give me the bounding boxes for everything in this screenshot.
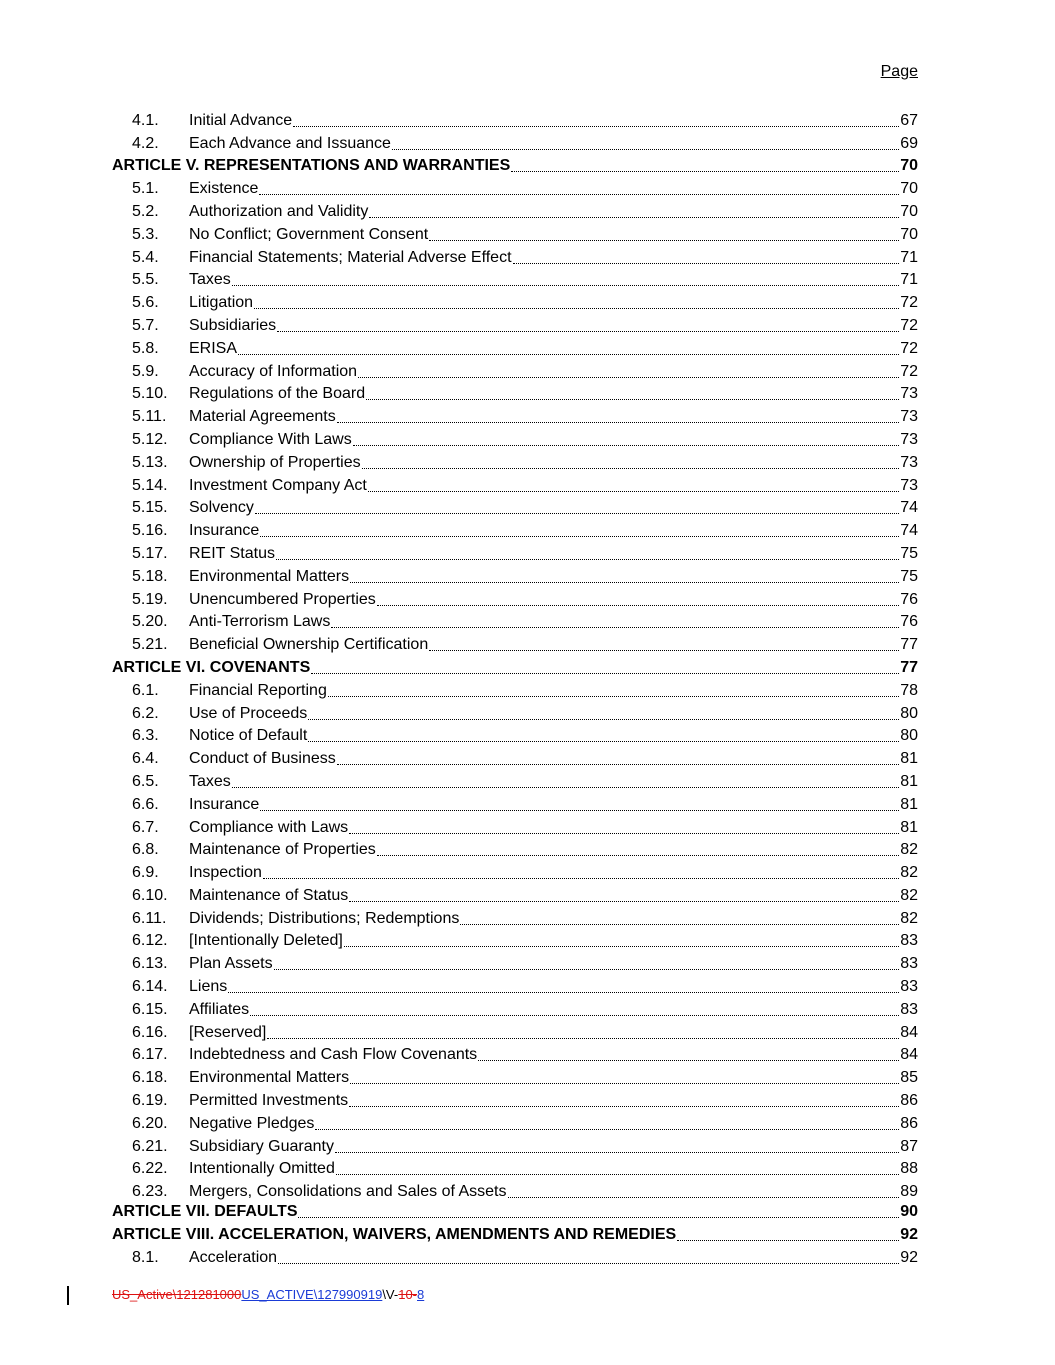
toc-section-entry[interactable] [112,837,918,860]
toc-section-entry[interactable] [112,814,918,837]
dot-leader [263,878,899,879]
toc-page-number: 74 [900,522,918,540]
toc-page-number: 82 [900,886,918,904]
toc-section-entry[interactable] [112,1178,918,1201]
toc-section-number: 4.2. [132,134,159,152]
dot-leader [298,1217,899,1218]
toc-section-entry[interactable] [112,928,918,951]
toc-section-entry[interactable] [112,198,918,221]
toc-page-number: 72 [900,316,918,334]
toc-section-title: Maintenance of Status [189,886,349,904]
dot-leader [337,422,899,423]
toc-page-number: 70 [900,202,918,220]
toc-section-number: 6.13. [132,955,168,973]
dot-leader [260,810,899,811]
toc-section-title: Liens [189,978,228,996]
inserted-doc-id: US_ACTIVE\127990919 [241,1287,383,1302]
dot-leader [293,126,899,127]
toc-section-title: Financial Reporting [189,681,327,699]
toc-section-number: 4.1. [132,111,159,129]
toc-section-title: Taxes [189,271,231,289]
toc-section-title: REIT Status [189,544,275,562]
toc-article-title: ARTICLE VIII. ACCELERATION, WAIVERS, AMENDMENTS AND REMEDIES [112,1226,677,1244]
dot-leader [358,377,899,378]
toc-page-number: 80 [900,727,918,745]
toc-section-entry[interactable] [112,517,918,540]
toc-page-number: 73 [900,453,918,471]
version-prefix: \V- [382,1287,399,1302]
dot-leader [228,992,899,993]
toc-section-entry[interactable] [112,267,918,290]
toc-section-number: 5.18. [132,567,168,585]
dot-leader [508,1197,900,1198]
toc-section-number: 5.16. [132,522,168,540]
toc-page-number: 86 [900,1114,918,1132]
toc-page-number: 74 [900,499,918,517]
toc-section-number: 5.8. [132,339,159,357]
toc-page-number: 75 [900,544,918,562]
toc-section-title: Each Advance and Issuance [189,134,391,152]
dot-leader [368,491,899,492]
toc-page-number: 81 [900,772,918,790]
toc-section-title: Authorization and Validity [189,202,369,220]
deleted-doc-id: US_Active\121281000 [112,1287,242,1302]
toc-section-number: 6.9. [132,864,159,882]
dot-leader [276,559,899,560]
toc-section-entry[interactable] [112,221,918,244]
toc-article-title: ARTICLE V. REPRESENTATIONS AND WARRANTIES [112,157,511,175]
toc-page-number: 70 [900,157,918,175]
dot-leader [255,513,899,514]
toc-page-number: 83 [900,955,918,973]
toc-section-number: 6.21. [132,1137,168,1155]
toc-section-title: Beneficial Ownership Certification [189,636,429,654]
toc-section-number: 5.5. [132,271,159,289]
toc-section-title: Environmental Matters [189,567,350,585]
toc-page-number: 83 [900,1000,918,1018]
toc-section-entry[interactable] [112,586,918,609]
toc-section-number: 5.19. [132,590,168,608]
inserted-version: 8 [417,1287,425,1302]
dot-leader [350,1083,899,1084]
toc-page-number: 84 [900,1046,918,1064]
toc-article-entry[interactable] [112,153,918,176]
toc-section-number: 6.19. [132,1092,168,1110]
toc-page-number: 82 [900,864,918,882]
dot-leader [260,536,899,537]
toc-section-title: Investment Company Act [189,476,367,494]
toc-section-title: Maintenance of Properties [189,841,376,859]
dot-leader [277,331,899,332]
toc-section-number: 5.14. [132,476,168,494]
dot-leader [337,764,899,765]
toc-section-title: Dividends; Distributions; Redemptions [189,909,460,927]
toc-page-number: 81 [900,818,918,836]
toc-section-number: 6.17. [132,1046,168,1064]
toc-section-title: Acceleration [189,1248,278,1266]
toc-section-title: Plan Assets [189,955,273,973]
dot-leader [278,1263,899,1264]
toc-section-number: 6.7. [132,818,159,836]
toc-section-number: 5.11. [132,408,167,426]
toc-section-title: Taxes [189,772,231,790]
toc-section-title: Accuracy of Information [189,362,358,380]
toc-section-number: 6.10. [132,886,168,904]
toc-section-entry[interactable] [112,358,918,381]
toc-section-title: Anti-Terrorism Laws [189,613,331,631]
toc-section-entry[interactable] [112,1019,918,1042]
toc-section-entry[interactable] [112,905,918,928]
dot-leader [238,354,899,355]
dot-leader [350,582,899,583]
dot-leader [250,1015,899,1016]
toc-section-entry[interactable] [112,950,918,973]
toc-section-number: 5.9. [132,362,159,380]
dot-leader [308,741,899,742]
dot-leader [349,1106,899,1107]
toc-section-title: No Conflict; Government Consent [189,225,429,243]
toc-section-entry[interactable] [112,996,918,1019]
toc-page-number: 77 [900,658,918,676]
toc-section-number: 6.16. [132,1023,168,1041]
toc-section-entry[interactable] [112,381,918,404]
toc-section-number: 6.8. [132,841,159,859]
toc-section-title: Compliance with Laws [189,818,349,836]
toc-section-title: Use of Proceeds [189,704,308,722]
toc-article-entry[interactable] [112,1221,918,1244]
toc-page-number: 92 [900,1248,918,1266]
toc-page-number: 85 [900,1069,918,1087]
toc-section-number: 5.17. [132,544,168,562]
toc-section-entry[interactable] [112,403,918,426]
toc-section-title: Regulations of the Board [189,385,366,403]
toc-page-number: 67 [900,111,918,129]
toc-section-title: ERISA [189,339,238,357]
toc-section-number: 5.2. [132,202,159,220]
toc-section-entry[interactable] [112,1064,918,1087]
toc-section-number: 6.18. [132,1069,168,1087]
toc-section-title: Insurance [189,795,260,813]
toc-page-number: 81 [900,795,918,813]
dot-leader [267,1038,899,1039]
dot-leader [232,285,899,286]
toc-section-title: [Reserved] [189,1023,267,1041]
dot-leader [254,308,899,309]
dot-leader [335,1152,899,1153]
toc-section-entry[interactable] [112,723,918,746]
toc-section-number: 6.5. [132,772,159,790]
page-column-label: Page [880,63,918,80]
dot-leader [369,217,899,218]
toc-section-entry[interactable] [112,1087,918,1110]
dot-leader [366,399,899,400]
dot-leader [349,901,899,902]
toc-section-entry[interactable] [112,1042,918,1065]
toc-section-title: Solvency [189,499,254,517]
dot-leader [377,855,899,856]
toc-section-number: 5.4. [132,248,159,266]
toc-section-number: 5.3. [132,225,159,243]
toc-section-entry[interactable] [112,175,918,198]
toc-section-title: Financial Statements; Material Adverse Effect [189,248,512,266]
toc-article-entry[interactable] [112,654,918,677]
toc-section-entry[interactable] [112,791,918,814]
toc-section-entry[interactable] [112,130,918,153]
toc-section-number: 5.1. [132,180,159,198]
toc-section-number: 8.1. [132,1248,159,1266]
dot-leader [232,787,899,788]
dot-leader [478,1060,899,1061]
toc-page-number: 73 [900,476,918,494]
toc-section-title: Subsidiaries [189,316,277,334]
toc-section-number: 5.20. [132,613,168,631]
change-bar [67,1286,69,1305]
dot-leader [429,650,899,651]
dot-leader [344,946,899,947]
toc-section-title: Affiliates [189,1000,250,1018]
toc-section-entry[interactable] [112,973,918,996]
toc-page-number: 76 [900,613,918,631]
dot-leader [311,673,899,674]
toc-page-number: 83 [900,932,918,950]
toc-section-title: Notice of Default [189,727,308,745]
toc-section-title: Insurance [189,522,260,540]
toc-page-number: 70 [900,225,918,243]
toc-section-title: Inspection [189,864,262,882]
toc-page-number: 90 [900,1203,918,1221]
toc-section-entry[interactable] [112,449,918,472]
toc-section-number: 6.14. [132,978,168,996]
toc-section-title: Litigation [189,294,254,312]
toc-section-title: Conduct of Business [189,750,336,768]
toc-section-entry[interactable] [112,768,918,791]
toc-section-title: Ownership of Properties [189,453,361,471]
toc-section-title: Unencumbered Properties [189,590,376,608]
toc-section-number: 5.13. [132,453,168,471]
toc-section-title: Mergers, Consolidations and Sales of Assets [189,1183,507,1201]
toc-page-number: 72 [900,294,918,312]
toc-page-number: 80 [900,704,918,722]
toc-page-number: 81 [900,750,918,768]
dot-leader [677,1240,899,1241]
toc-page-number: 73 [900,385,918,403]
dot-leader [259,194,899,195]
toc-section-entry[interactable] [112,335,918,358]
toc-section-title: Permitted Investments [189,1092,349,1110]
toc-page-number: 76 [900,590,918,608]
table-of-contents [112,107,918,1267]
toc-page-number: 71 [900,248,918,266]
toc-section-entry[interactable] [112,312,918,335]
toc-section-number: 6.11. [132,909,167,927]
toc-section-number: 6.20. [132,1114,168,1132]
toc-page-number: 69 [900,134,918,152]
toc-page-number: 71 [900,271,918,289]
toc-section-entry[interactable] [112,631,918,654]
toc-page-number: 82 [900,841,918,859]
toc-section-number: 5.10. [132,385,168,403]
toc-section-entry[interactable] [112,563,918,586]
deleted-version: 10- [398,1287,418,1302]
toc-article-entry[interactable] [112,1201,918,1221]
dot-leader [362,468,900,469]
toc-page-number: 88 [900,1160,918,1178]
toc-section-entry[interactable] [112,745,918,768]
toc-section-title: Negative Pledges [189,1114,315,1132]
dot-leader [274,969,900,970]
toc-section-entry[interactable] [112,1110,918,1133]
document-footer [112,1287,424,1302]
toc-section-number: 6.4. [132,750,159,768]
toc-page-number: 84 [900,1023,918,1041]
toc-section-entry[interactable] [112,859,918,882]
toc-section-number: 6.3. [132,727,159,745]
toc-page-number: 92 [900,1226,918,1244]
dot-leader [511,171,899,172]
toc-section-entry[interactable] [112,472,918,495]
toc-section-number: 6.6. [132,795,159,813]
toc-article-title: ARTICLE VI. COVENANTS [112,658,311,676]
toc-page-number: 75 [900,567,918,585]
toc-section-number: 6.15. [132,1000,168,1018]
toc-section-entry[interactable] [112,609,918,632]
toc-section-entry[interactable] [112,1156,918,1179]
toc-section-title: Intentionally Omitted [189,1160,335,1178]
toc-section-entry[interactable] [112,677,918,700]
toc-section-entry[interactable] [112,107,918,130]
toc-page-number: 87 [900,1137,918,1155]
dot-leader [315,1129,899,1130]
dot-leader [460,924,899,925]
toc-section-title: Existence [189,180,259,198]
toc-page-number: 70 [900,180,918,198]
toc-section-entry[interactable] [112,882,918,905]
toc-section-number: 6.22. [132,1160,168,1178]
dot-leader [328,696,899,697]
dot-leader [308,719,899,720]
toc-section-entry[interactable] [112,426,918,449]
dot-leader [392,149,899,150]
toc-page-number: 86 [900,1092,918,1110]
toc-section-number: 5.21. [132,636,168,654]
toc-section-title: Compliance With Laws [189,430,352,448]
toc-section-entry[interactable] [112,495,918,518]
dot-leader [429,240,899,241]
dot-leader [331,627,899,628]
toc-page-number: 73 [900,430,918,448]
toc-section-entry[interactable] [112,244,918,267]
dot-leader [513,263,900,264]
toc-section-entry[interactable] [112,1244,918,1267]
toc-section-number: 6.23. [132,1183,168,1201]
toc-section-number: 5.15. [132,499,168,517]
toc-section-title: Subsidiary Guaranty [189,1137,334,1155]
toc-section-title: [Intentionally Deleted] [189,932,343,950]
toc-section-entry[interactable] [112,540,918,563]
toc-section-title: Initial Advance [189,111,293,129]
toc-section-number: 5.7. [132,316,159,334]
toc-section-entry[interactable] [112,1133,918,1156]
toc-section-title: Material Agreements [189,408,336,426]
toc-section-number: 5.12. [132,430,168,448]
toc-section-number: 5.6. [132,294,159,312]
toc-page-number: 83 [900,978,918,996]
toc-page-number: 78 [900,681,918,699]
dot-leader [377,605,899,606]
toc-section-title: Environmental Matters [189,1069,350,1087]
toc-page-number: 72 [900,339,918,357]
toc-article-title: ARTICLE VII. DEFAULTS [112,1203,298,1221]
dot-leader [336,1174,899,1175]
toc-page-number: 82 [900,909,918,927]
toc-section-entry[interactable] [112,700,918,723]
toc-section-title: Indebtedness and Cash Flow Covenants [189,1046,478,1064]
dot-leader [349,833,899,834]
toc-page-number: 73 [900,408,918,426]
dot-leader [353,445,899,446]
toc-section-number: 6.12. [132,932,168,950]
toc-section-number: 6.2. [132,704,159,722]
toc-page-number: 77 [900,636,918,654]
toc-section-entry[interactable] [112,289,918,312]
toc-section-number: 6.1. [132,681,159,699]
toc-page-number: 72 [900,362,918,380]
toc-page-number: 89 [900,1183,918,1201]
